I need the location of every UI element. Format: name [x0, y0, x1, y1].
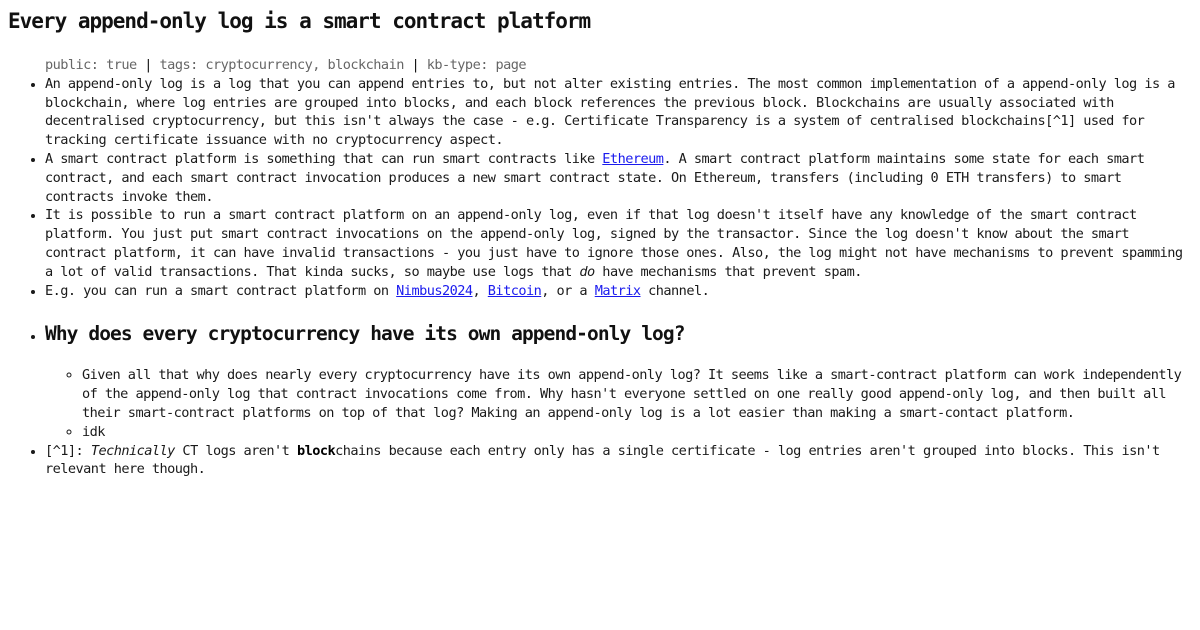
- meta-separator: |: [411, 57, 420, 73]
- meta-kb-type: kb-type: page: [426, 57, 527, 73]
- footnote-ref: [^1]:: [45, 442, 91, 459]
- page-metadata: [45, 56, 1192, 75]
- list-item-text: chains because each entry only has a single certificate - log entries aren't grouped into blocks. This isn't relevant here though.: [45, 442, 1160, 478]
- ethereum-link[interactable]: Ethereum: [602, 150, 664, 167]
- list-item: [45, 206, 1192, 281]
- page-title: Every append-only log is a smart contract platform: [8, 9, 591, 33]
- section-heading: • Why does every cryptocurrency have its own append-only log?: [45, 322, 685, 346]
- list-item: [45, 75, 1192, 150]
- list-item-text: , or a: [541, 282, 595, 299]
- list-item-text: channel.: [640, 282, 710, 299]
- sub-list: [45, 366, 1192, 441]
- list-item: [45, 150, 1192, 206]
- bold-text: block: [296, 442, 336, 459]
- matrix-link[interactable]: Matrix: [594, 282, 641, 299]
- meta-separator: |: [144, 57, 152, 73]
- emphasis-text: do: [579, 263, 595, 280]
- list-item-text: It is possible to run a smart contract platform on an append-only log, even if that log doesn't itself have any knowledge of the smart contract platform. You just put smart contract invocations on the append-only log, signed by the transactor. Since the log doesn't know about the smart contract platform, it can have invalid transactions - you just have to ignore those ones. Also, the log might not have mechanisms to prevent spamming a lot of valid transactions. That kinda sucks, so maybe use logs that: [45, 207, 1183, 280]
- list-item-text: . A smart contract platform maintains some state for each smart contract, and each smart contract invocation produces a new smart contract state. On Ethereum, transfers (including 0 ETH transfers) to smart contracts invoke them.: [45, 150, 1145, 205]
- list-item-text: ,: [472, 282, 488, 299]
- content-list: [8, 75, 1192, 479]
- list-item-text: CT logs aren't: [174, 442, 297, 459]
- list-item-text: An append-only log is a log that you can append entries to, but not alter existing entries. The most common implementation of a append-only log is a blockchain, where log entries are grouped into blocks, and each block references the previous block. Blockchains are usually associated with decentralised cryptocurrency, but this isn't always the case - e.g. Certificate Transparency is a system of centralised blockchains[^1] used for tracking certificate issuance with no cryptocurrency aspect.: [45, 75, 1175, 149]
- emphasis-text: Technically: [90, 442, 175, 459]
- meta-public: public: true: [45, 57, 137, 73]
- nimbus2024-link[interactable]: Nimbus2024: [396, 282, 473, 299]
- list-item: [45, 282, 1192, 301]
- bitcoin-link[interactable]: Bitcoin: [487, 282, 542, 299]
- meta-tags: tags: cryptocurrency, blockchain: [159, 57, 404, 73]
- footnote-item: [45, 442, 1192, 480]
- sub-list-item: ◦ idk: [82, 423, 1192, 442]
- list-item-text: A smart contract platform is something that can run smart contracts like: [45, 150, 603, 167]
- list-item-section: [45, 320, 1192, 441]
- list-item-text: have mechanisms that prevent spam.: [594, 263, 862, 280]
- sub-list-item: ◦ Given all that why does nearly every cryptocurrency have its own append-only log? It seems like a smart-contract platform can work independently of the append-only log that contract invocations come from. Why hasn't everyone settled on one really good append-only log, and then built all their smart-contract platforms on top of that log? Making an append-only log is a lot easier than making a smart-contact platform.: [82, 366, 1192, 422]
- list-item-text: E.g. you can run a smart contract platform on: [45, 282, 397, 299]
